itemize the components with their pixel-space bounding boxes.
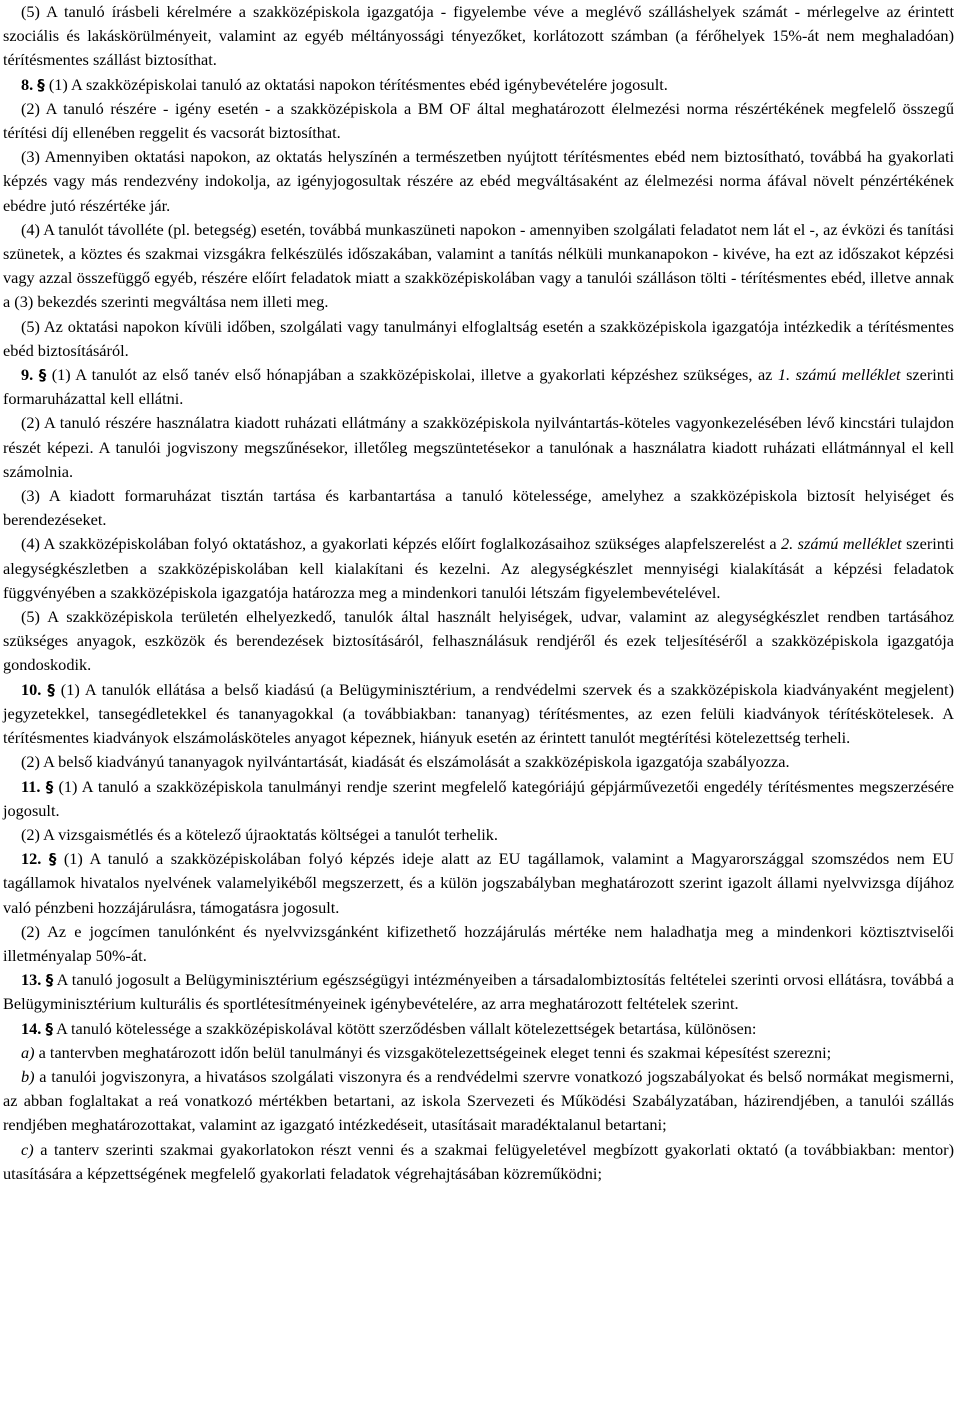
paragraph-text: (2) A belső kiadványú tananyagok nyilvántartását, kiadását és elszámolását a szakközépiskola igazgatója szabályozza. (21, 752, 790, 772)
paragraph (3, 73, 954, 97)
paragraph-text: (2) A vizsgaismétlés és a kötelező újraoktatás költségei a tanulót terhelik. (21, 824, 498, 844)
paragraph-text: szerinti formaruházattal kell ellátni. (3, 365, 954, 409)
paragraph (3, 411, 954, 484)
section-sign: § (48, 850, 57, 869)
paragraph-text: (1) A tanulót az első tanév első hónapjában a szakközépiskolai, illetve a gyakorlati képzéshez szükséges, az (46, 365, 778, 385)
paragraph (3, 145, 954, 218)
paragraph (3, 847, 954, 920)
paragraph (3, 363, 954, 411)
section-sign: § (47, 680, 55, 699)
paragraph (3, 1138, 954, 1186)
paragraph-text: (2) Az e jogcímen tanulónként és nyelvvizsgánként kifizethető hozzájárulás mértéke nem haladhatja meg a mindenkori köztisztviselői illetményalap 50%-át. (3, 921, 954, 965)
paragraph (3, 315, 954, 363)
paragraph (3, 750, 954, 774)
paragraph-text (41, 849, 49, 868)
paragraph-text: (4) A tanulót távolléte (pl. betegség) esetén, továbbá munkaszüneti napokon - amennyiben szolgálati feladatot nem lát el -, az évközi és tanítási szünetek, a köztes és szakmai vizsgákra felkészülés időszakában, valamint a tanítás nélküli munkanapokon - kivéve, ha ezt az időszakot képzési vagy azzal összefüggő egyéb, részére előírt feladatok miatt a szakközépiskolában vagy a tanulói szálláson tölti - térítésmentes ebéd, illetve annak a (3) bekezdés szerinti megváltása nem illeti meg. (3, 219, 954, 312)
paragraph-text: (5) A tanuló írásbeli kérelmére a szakközépiskola igazgatója - figyelembe véve a meglévő szálláshelyek számát - mérlegelve az érintett szociális és lakáskörülményeit, valamint az egyéb méltányossági tényezőket, korlátozott számban (a férőhelyek 15%-át nem meghaladóan) térítésmentes szállást biztosíthat. (3, 2, 954, 70)
paragraph (3, 0, 954, 73)
paragraph-text: (3) A kiadott formaruházat tisztán tartása és karbantartása a tanuló kötelessége, amelyhez a szakközépiskola biztosít helyiséget és berendezéseket. (3, 486, 954, 530)
paragraph (3, 1041, 954, 1065)
paragraph (3, 605, 954, 678)
paragraph-text: (4) A szakközépiskolában folyó oktatáshoz, a gyakorlati képzés előírt foglalkozásaihoz szükséges alapfelszerelést a (21, 534, 782, 554)
section-number: 12. (21, 849, 42, 869)
paragraph-text: szerinti alegységkészletben a szakközépiskolában kell kialakítani és kezelni. Az alegységkészlet mennyiségi kialakítását a képzési feladatok függvényében a szakközépiskola igazgatója határozza meg a mindenkori tanulói létszám figyelembevételével. (3, 534, 954, 602)
section-sign: § (45, 971, 54, 990)
italic-reference: 2. számú melléklet (781, 534, 902, 554)
section-number: 9. (21, 365, 34, 385)
section-sign: § (37, 75, 45, 94)
paragraph (3, 1017, 954, 1041)
italic-reference: c) (21, 1139, 34, 1159)
paragraph-text: a tantervben meghatározott időn belül tanulmányi és vizsgakötelezettségeinek eleget tenni és szakmai képesítést szerezni; (34, 1042, 832, 1062)
paragraph-text: (1) A szakközépiskolai tanuló az oktatási napokon térítésmentes ebéd igénybevételére jogosult. (44, 74, 668, 94)
paragraph (3, 968, 954, 1016)
section-number: 8. (21, 74, 34, 94)
paragraph (3, 1065, 954, 1138)
paragraph-text: A tanuló kötelessége a szakközépiskolával kötött szerződésben vállalt kötelezettségek betartása, különösen: (52, 1018, 757, 1038)
paragraph-text: (5) A szakközépiskola területén elhelyezkedő, tanulók által használt helyiségek, udvar, valamint az alegységkészlet rendben tartásához szükséges anyagok, eszközök és berendezések biztosításáról, felhasználásuk rendjéről és ezek teljesítéséről a szakközépiskola igazgatója gondoskodik. (3, 607, 954, 675)
italic-reference: a) (21, 1042, 35, 1062)
paragraph (3, 218, 954, 315)
paragraph-text: A tanuló jogosult a Belügyminisztérium egészségügyi intézményeiben a társadalombiztosítás feltételei szerinti orvosi ellátásra, továbbá a Belügyminisztérium kulturális és sportlétesítményeinek igénybevételére, az arra meghatározott feltételek szerint. (3, 970, 954, 1014)
paragraph (3, 920, 954, 968)
paragraph (3, 97, 954, 145)
paragraph-text: a tanulói jogviszonyra, a hivatásos szolgálati viszonyra és a rendvédelmi szervre vonatkozó jogszabályokat és belső normákat megismerni, az abban foglaltakat a reá vonatkozó mértékben betartani, az iskola Szervezeti és Működési Szabályzatában, házirendjében, a tanulói szállás rendjében meghatározottakat, valamint az igazgató intézkedéseit, utasításait maradéktalanul betartani; (3, 1066, 954, 1135)
paragraph-text: (2) A tanuló részére - igény esetén - a szakközépiskola a BM OF által meghatározott élelmezési norma részértékének megfelelő összegű térítési díj ellenében reggelit és vacsorát biztosíthat. (3, 98, 954, 143)
paragraph-text: a tanterv szerinti szakmai gyakorlatokon részt venni és a szakmai felügyeletével megbízott gyakorlati oktató (a továbbiakban: mentor) utasítására a képzettségének megfelelő gyakorlati feladatok végrehajtásában közreműködni; (3, 1139, 954, 1183)
section-number: 13. (21, 970, 42, 990)
paragraph-text: (5) Az oktatási napokon kívüli időben, szolgálati vagy tanulmányi elfoglaltság esetén a szakközépiskola igazgatója intézkedik a térítésmentes ebéd biztosításáról. (3, 316, 954, 360)
italic-reference: b) (21, 1066, 35, 1086)
paragraph (3, 775, 954, 823)
italic-reference: 1. számú melléklet (777, 365, 901, 385)
paragraph-text: (1) A tanuló a szakközépiskola tanulmányi rendje szerint megfelelő kategóriájú gépjárművezetői engedély térítésmentes megszerzésére jogosult. (3, 776, 955, 820)
section-number: 14. (21, 1018, 42, 1038)
paragraph-text: (1) A tanuló a szakközépiskolában folyó képzés ideje alatt az EU tagállamok, valamint a Magyarországgal szomszédos nem EU tagállamok hivatalos nyelvének valamelyikéből megszerzett, és a külön jogszabályban meghatározott szerint igazolt állami nyelvvizsga díjához való pénzbeni hozzájárulásra, támogatásra jogosult. (3, 849, 954, 917)
paragraph (3, 823, 954, 847)
section-sign: § (45, 1019, 53, 1038)
section-sign: § (45, 777, 54, 796)
section-number: 11. (21, 776, 41, 796)
section-number: 10. (21, 679, 42, 699)
paragraph (3, 678, 954, 751)
paragraph (3, 532, 954, 605)
section-sign: § (38, 366, 47, 385)
paragraph-text: (3) Amennyiben oktatási napokon, az oktatás helyszínén a természetben nyújtott térítésmentes ebéd nem biztosítható, továbbá ha gyakorlati képzés vagy más rendezvény indokolja, az igényjogosultak részére az ebéd megváltásaként az élelmezési norma áfával növelt pénzértékének ebédre jutó részértéke jár. (3, 147, 954, 215)
paragraph (3, 484, 954, 532)
paragraph-text: (2) A tanuló részére használatra kiadott ruházati ellátmány a szakközépiskola nyilvántartás-köteles vagyonkezelésében lévő kincstári tulajdon részét képezi. A tanulói jogviszony megszűnésekor, illetőleg megszüntetésekor a tanulónak a használatra kiadott ruházati ellátmánnyal el kell számolnia. (3, 413, 954, 481)
paragraph-text: (1) A tanulók ellátása a belső kiadású (a Belügyminisztérium, a rendvédelmi szervek és a szakközépiskola kiadványaként megjelent) jegyzetekkel, tansegédletekkel és tananyagokkal (a továbbiakban: tananyag) térítésmentes, az ezen felüli kiadványok térítéskötelesek. A térítésmentes kiadványok elszámolásköteles anyagot képeznek, hiányuk esetén az érintett tanulót megtérítési kötelezettség terheli. (3, 679, 955, 748)
